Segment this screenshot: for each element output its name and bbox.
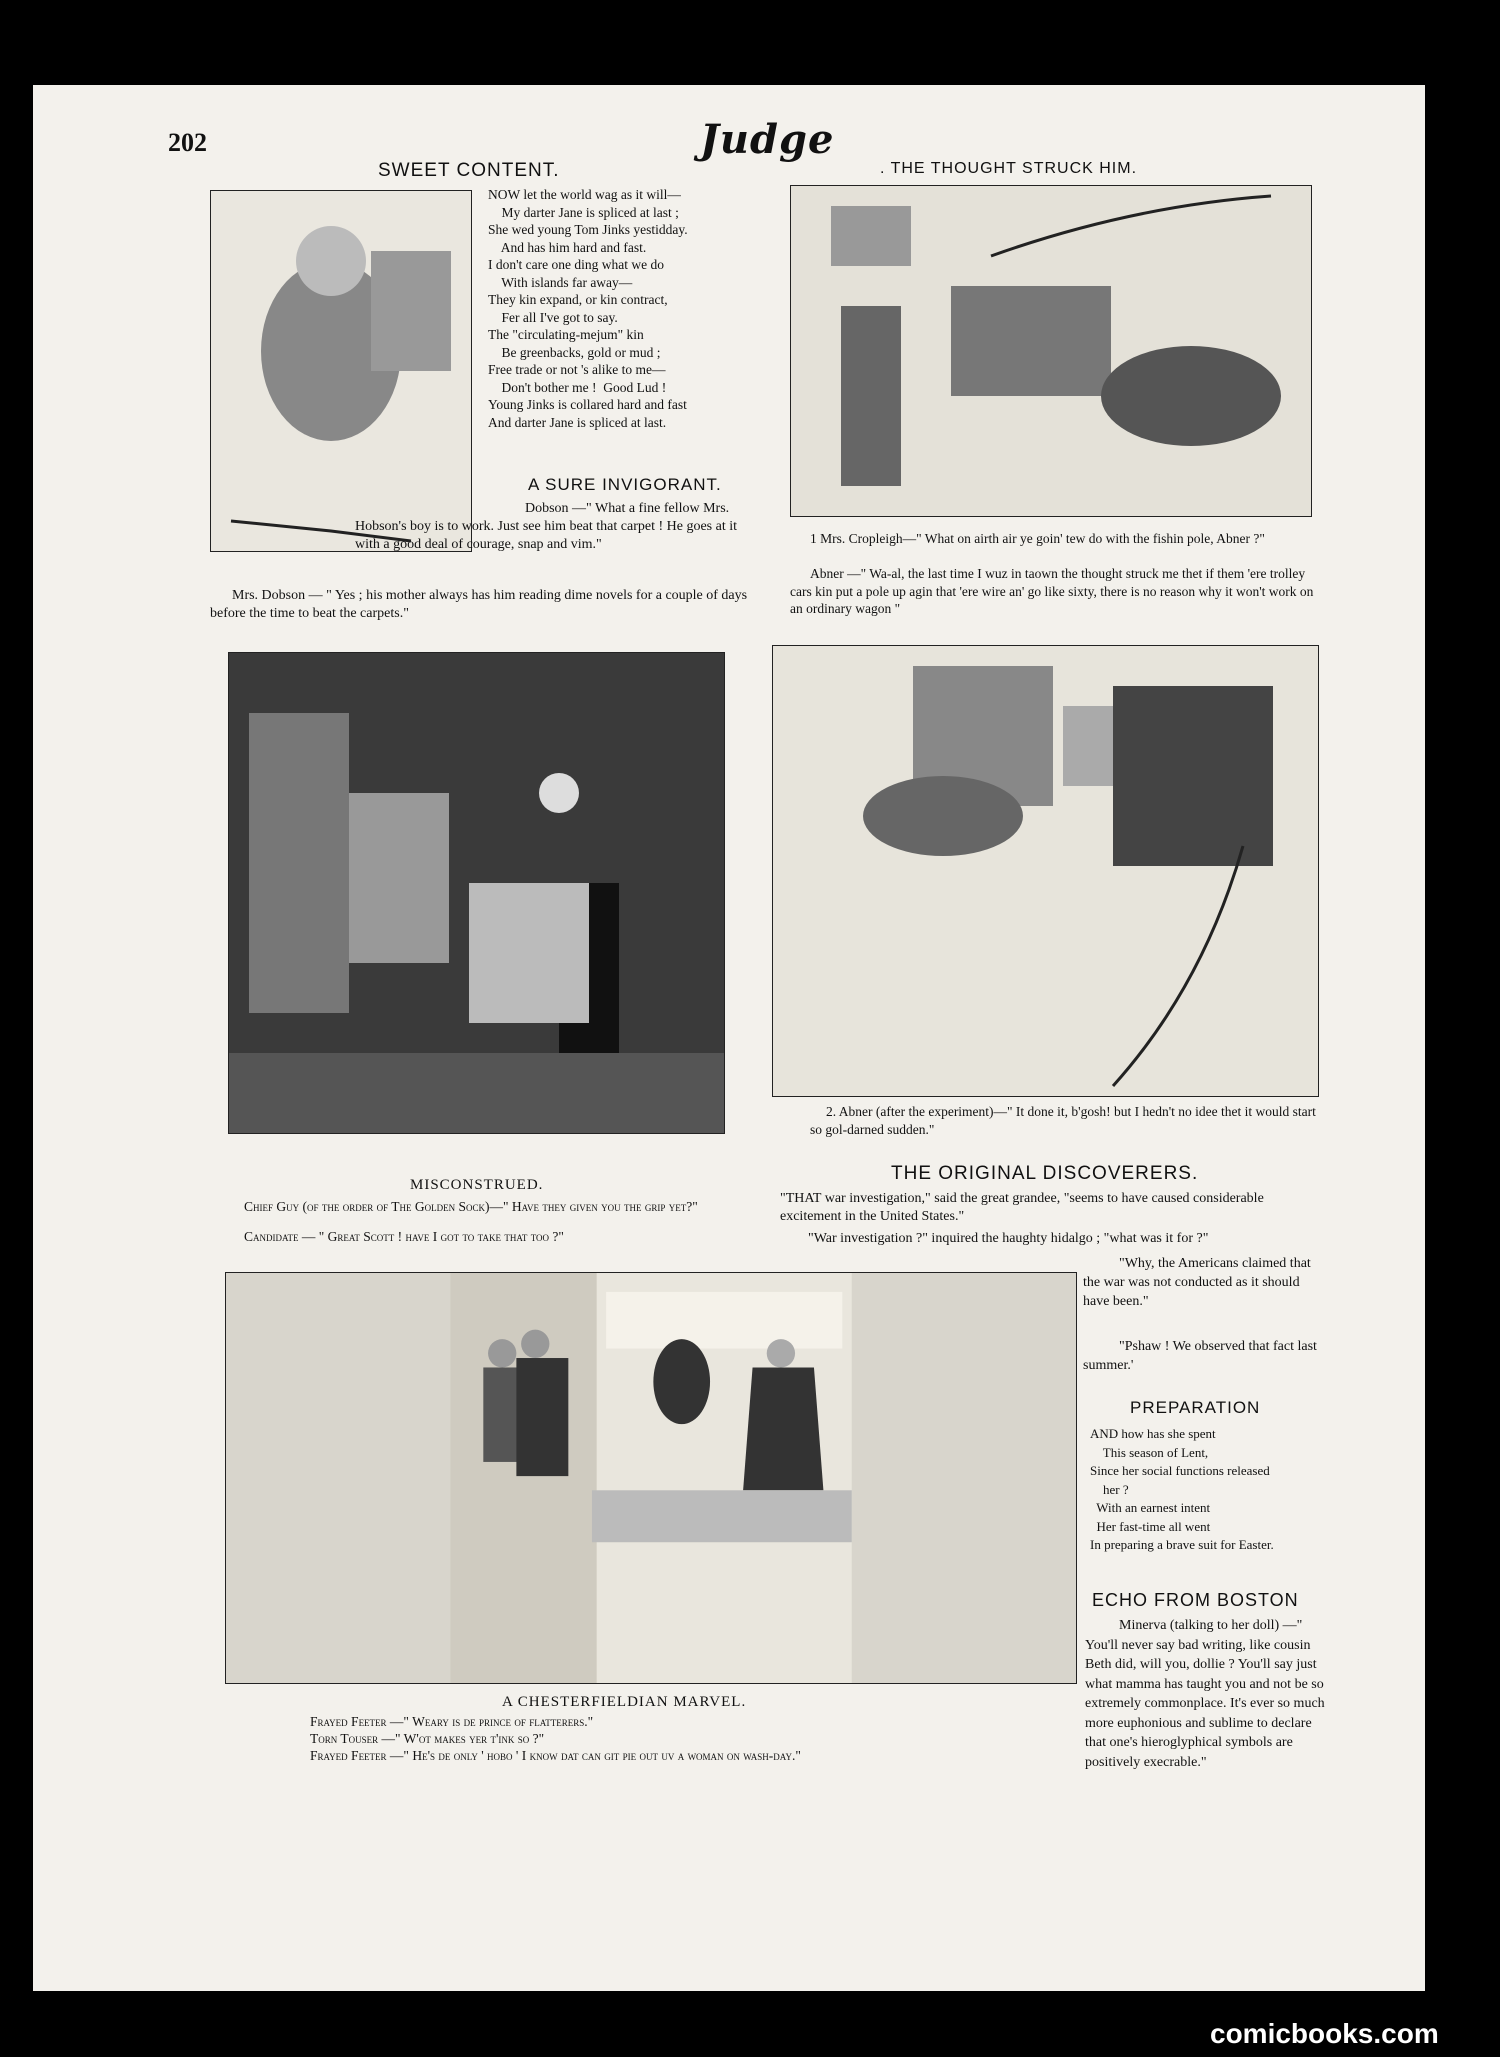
original-discoverers-p1: "THAT war investigation," said the great grandee, "seems to have caused considerable excitement in the United States." <box>780 1191 1264 1224</box>
original-discoverers-p4: "Pshaw ! We observed that fact last summer.' <box>1083 1339 1317 1373</box>
misconstrued-title: MISCONSTRUED. <box>410 1177 544 1193</box>
sweet-content-verse: NOW let the world wag as it will— My darter Jane is spliced at last ; She wed young Tom Jinks yestidday. And has him hard and fast. I don't care one ding what we do With islands far away— They kin expand, or kin contract, Fer all I've got to say. The "circulating-mejum" kin Be greenbacks, gold or mud ; Free trade or not 's alike to me— Don't bother me ! Good Lud ! Young Jinks is collared hard and fast And darter Jane is spliced at last. <box>488 187 688 430</box>
chesterfieldian-line-2 <box>310 1730 1070 1748</box>
sure-invigorant-p2: Mrs. Dobson — " Yes ; his mother always has him reading dime novels for a couple of days before the time to beat the carpets." <box>210 588 748 621</box>
misconstrued-line-2-text: Candidate — " Great Scott ! have I got to take that too ?" <box>244 1229 564 1244</box>
sweet-content-title: SWEET CONTENT. <box>378 160 560 181</box>
illustration-lodge-initiation <box>228 652 725 1134</box>
illustration-hobos-washday <box>225 1272 1077 1684</box>
chesterfieldian-line-2-text: Torn Touser —" W'ot makes yer t'ink so ?" <box>310 1731 545 1746</box>
illustration-trolley-pole-fall <box>772 645 1319 1097</box>
chesterfieldian-line-3 <box>310 1747 1080 1765</box>
misconstrued-line-1-text: Chief Guy (of the order of The Golden Sock)—" Have they given you the grip yet?" <box>244 1199 698 1214</box>
echo-boston-title: ECHO FROM BOSTON <box>1092 1590 1299 1610</box>
masthead-logo: Judge <box>700 116 835 163</box>
preparation-verse: AND how has she spent This season of Lent, Since her social functions released her ? With an earnest intent Her fast-time all went In preparing a brave suit for Easter. <box>1090 1426 1274 1552</box>
chesterfieldian-line-1-text: Frayed Feeter —" Weary is de prince of flatterers." <box>310 1714 594 1729</box>
chesterfieldian-title: A CHESTERFIELDIAN MARVEL. <box>502 1694 747 1710</box>
original-discoverers-title: THE ORIGINAL DISCOVERERS. <box>891 1163 1199 1184</box>
illustration-old-man-chair <box>210 190 472 552</box>
illustration-horse-wagon <box>790 185 1312 517</box>
watermark: comicbooks.com <box>1210 2018 1439 2049</box>
chesterfieldian-line-1 <box>310 1713 1070 1731</box>
misconstrued-line-1 <box>210 1198 755 1216</box>
preparation-title: PREPARATION <box>1130 1398 1261 1417</box>
thought-struck-title: . THE THOUGHT STRUCK HIM. <box>880 160 1138 177</box>
thought-struck-caption-3: 2. Abner (after the experiment)—" It done it, b'gosh! but I hedn't no idee thet it would start so gol-darned sudden." <box>810 1104 1316 1137</box>
sure-invigorant-title: A SURE INVIGORANT. <box>528 475 722 494</box>
chesterfieldian-line-3-text: Frayed Feeter —" He's de only ' hobo ' I know dat can git pie out uv a woman on wash-day." <box>310 1748 801 1763</box>
page-number: 202 <box>168 128 207 157</box>
original-discoverers-p2: "War investigation ?" inquired the haughty hidalgo ; "what was it for ?" <box>808 1231 1209 1246</box>
sure-invigorant-p1: Dobson —" What a fine fellow Mrs. Hobson's boy is to work. Just see him beat that carpet ! He goes at it with a good deal of courage, snap and vim." <box>355 501 738 552</box>
misconstrued-line-2 <box>210 1228 755 1246</box>
echo-boston-text: Minerva (talking to her doll) —" You'll never say bad writing, like cousin Beth did, will you, dollie ? You'll say just what mamma has taught you and not be so extremely commonplace. It's ever so much more euphonious and sublime to declare that one's hieroglyphical symbols are positively execrable." <box>1085 1618 1325 1770</box>
thought-struck-caption-1: 1 Mrs. Cropleigh—" What on airth air ye goin' tew do with the fishin pole, Abner ?" <box>810 531 1265 546</box>
thought-struck-caption-2: Abner —" Wa-al, the last time I wuz in taown the thought struck me thet if them 'ere trolley cars kin put a pole up agin that 'ere wire an' go like sixty, there is no reason why it won't work on an ordinary wagon " <box>790 566 1314 616</box>
original-discoverers-p3: "Why, the Americans claimed that the war was not conducted as it should have been." <box>1083 1256 1311 1309</box>
